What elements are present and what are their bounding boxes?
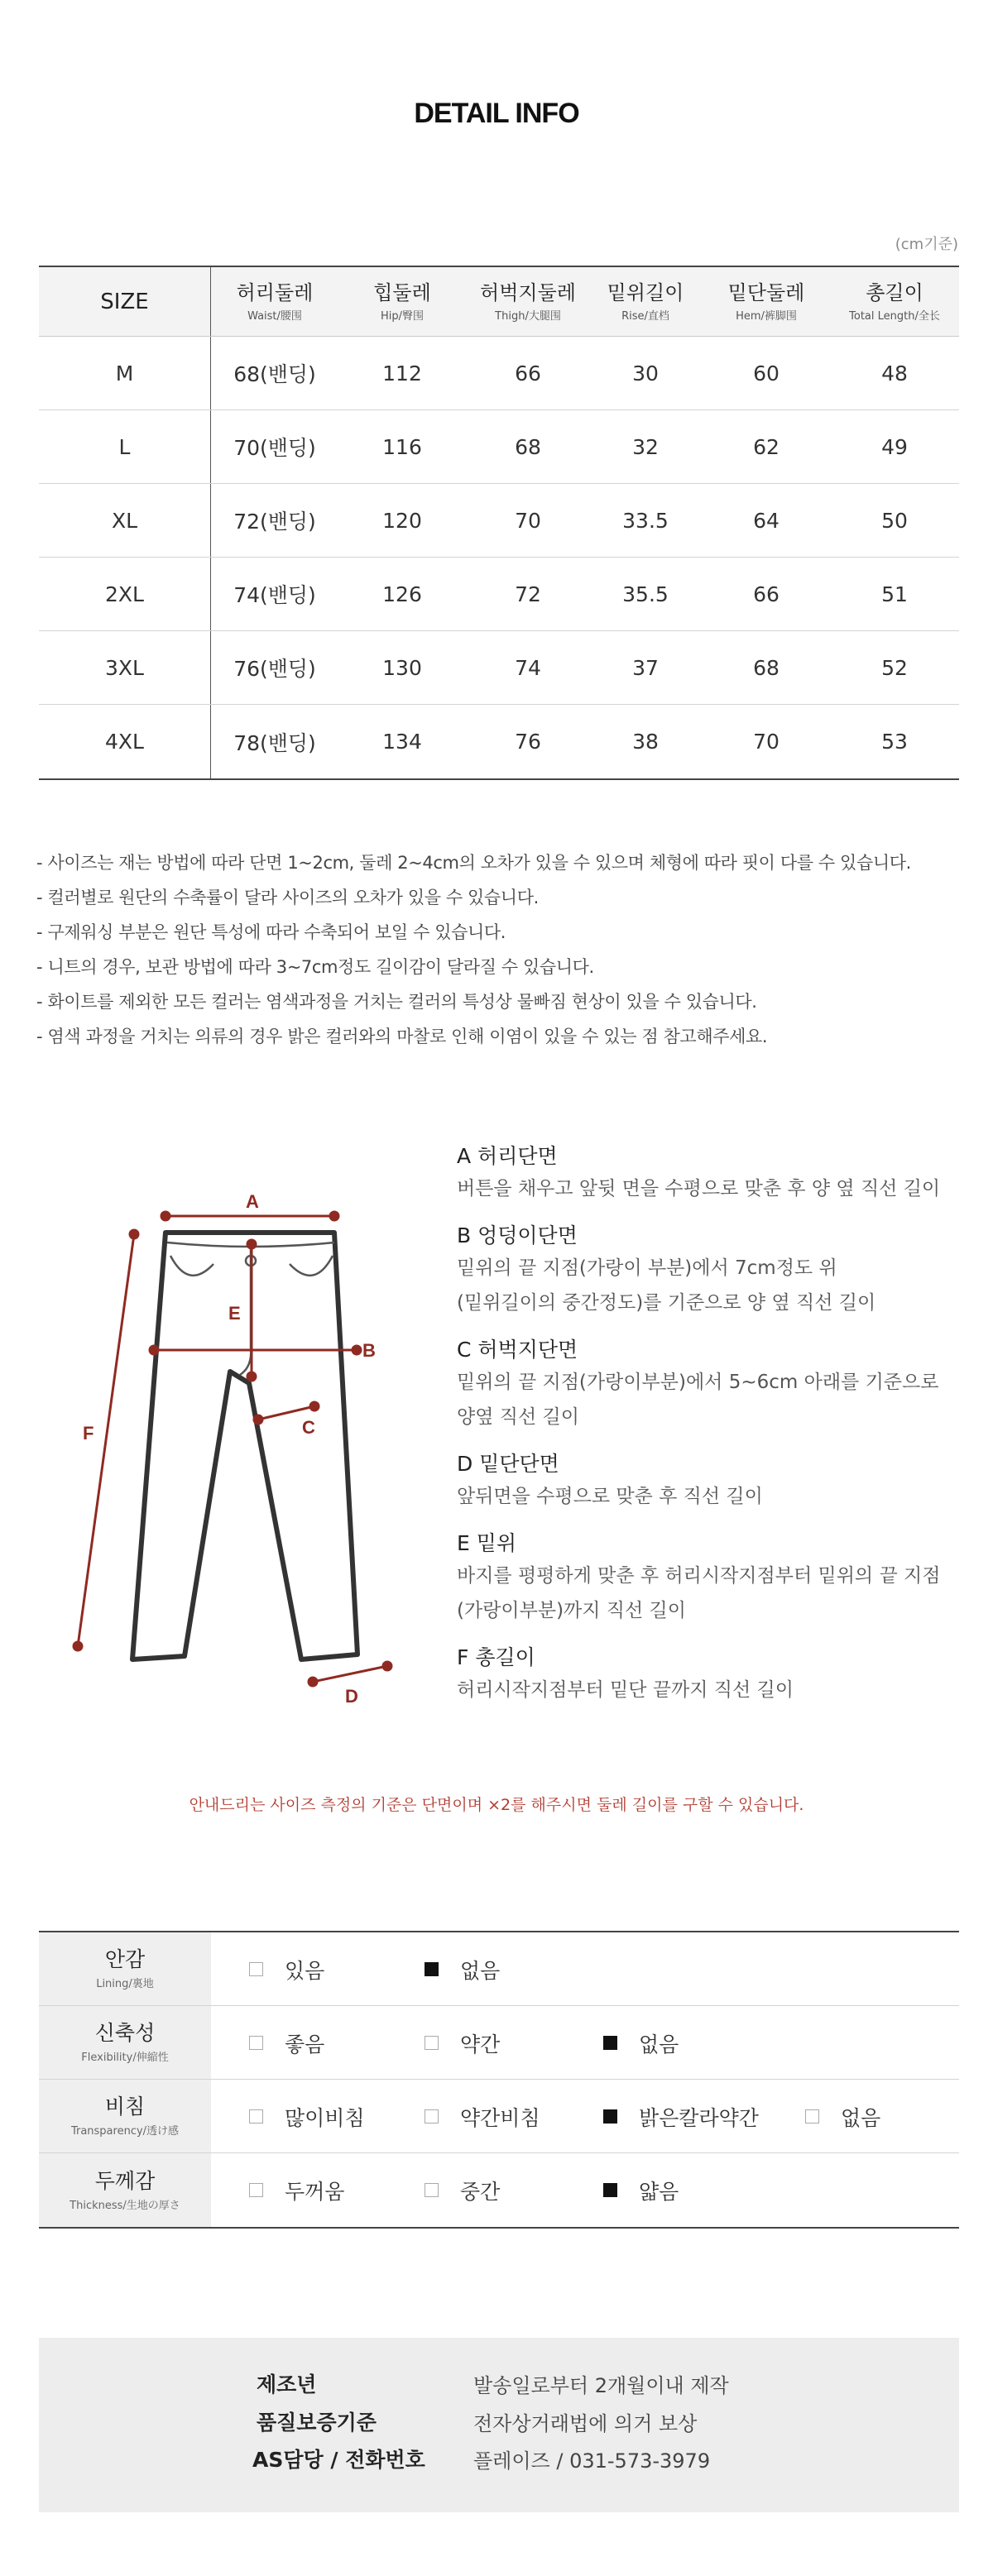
checked-box-icon [603, 2036, 617, 2050]
fabric-option [249, 2080, 365, 2153]
fabric-row [39, 2006, 959, 2080]
unchecked-box-icon [805, 2109, 819, 2124]
fabric-property [39, 1932, 211, 2005]
product-info-row [39, 2403, 959, 2440]
label-d: D [345, 1686, 358, 1707]
fabric-options [211, 2080, 959, 2152]
size-row [39, 705, 959, 778]
size-value: 134 [382, 730, 422, 754]
label-b: B [362, 1340, 376, 1361]
size-value: 76(밴딩) [233, 657, 316, 681]
label-c: C [302, 1417, 315, 1438]
fabric-property-label: 두께감 [94, 2168, 156, 2193]
label-e: E [228, 1303, 241, 1324]
fabric-option-label: 약간비침 [460, 2105, 540, 2130]
size-value: 35.5 [622, 582, 669, 606]
header-label: 밑위길이 [607, 281, 684, 304]
checked-box-icon [603, 2183, 617, 2197]
size-value: 37 [632, 655, 659, 680]
fabric-option [603, 2080, 759, 2153]
fabric-property-sublabel: Lining/裏地 [96, 1978, 154, 1990]
size-value: 33.5 [622, 508, 669, 533]
header-label: 허리둘레 [236, 281, 314, 304]
header-sublabel: Hem/裤脚围 [736, 310, 797, 323]
size-value: 70(밴딩) [233, 436, 316, 460]
fabric-option [425, 2080, 540, 2153]
fabric-options [211, 1932, 959, 2005]
product-info-row [39, 2440, 959, 2477]
size-row [39, 337, 959, 410]
unchecked-box-icon [249, 2183, 263, 2197]
size-label: 2XL [39, 558, 211, 630]
product-info-value: 전자상거래법에 의거 보상 [473, 2411, 698, 2435]
size-row [39, 484, 959, 558]
measurement-label: D 밑단단면 [457, 1452, 559, 1476]
size-value: 66 [753, 582, 780, 606]
size-label: 3XL [39, 631, 211, 704]
header-label: 총길이 [866, 281, 923, 304]
header-thigh [466, 267, 590, 336]
label-f: F [83, 1423, 94, 1444]
size-row [39, 410, 959, 484]
size-value: 78(밴딩) [233, 730, 316, 755]
size-value: 66 [515, 361, 541, 385]
measurement-label: B 엉덩이단면 [457, 1223, 578, 1247]
size-value: 130 [382, 655, 422, 680]
fabric-property-sublabel: Transparency/透け感 [70, 2125, 180, 2138]
note-item: - 컬러별로 원단의 수축률이 달라 사이즈의 오차가 있을 수 있습니다. [36, 888, 539, 907]
fabric-option-label: 약간 [460, 2032, 501, 2056]
measurement-description: 앞뒤면을 수평으로 맞춘 후 직선 길이 [457, 1486, 763, 1507]
fabric-property-sublabel: Flexibility/伸縮性 [81, 2052, 169, 2064]
size-value: 51 [881, 582, 908, 606]
fabric-option [425, 1932, 500, 2006]
measurement-description: 바지를 평평하게 맞춘 후 허리시작지점부터 밑위의 끝 지점 [457, 1565, 941, 1587]
measurement-description: 밑위의 끝 지점(가랑이 부분)에서 7cm정도 위 [457, 1257, 837, 1279]
fabric-option [249, 1932, 324, 2006]
fabric-option [425, 2153, 500, 2227]
note-item: - 니트의 경우, 보관 방법에 따라 3~7cm정도 길이감이 달라질 수 있습니다. [36, 957, 594, 977]
measurement-description: 허리시작지점부터 밑단 끝까지 직선 길이 [457, 1679, 794, 1701]
size-value: 32 [632, 434, 659, 459]
size-value: 68 [515, 434, 541, 459]
unchecked-box-icon [425, 2183, 439, 2197]
fabric-option-label: 있음 [285, 1958, 325, 1983]
measurement-description: 양옆 직선 길이 [457, 1406, 579, 1428]
size-table-header [39, 267, 959, 337]
unchecked-box-icon [249, 1962, 263, 1976]
fabric-option-label: 없음 [460, 1958, 501, 1983]
size-value: 74(밴딩) [233, 583, 316, 607]
product-info-row [39, 2365, 959, 2401]
size-table [39, 266, 959, 780]
size-value: 50 [881, 508, 908, 533]
header-label: 힙둘레 [373, 281, 431, 304]
header-label: 밑단둘레 [727, 281, 805, 304]
size-row [39, 631, 959, 705]
size-label: 4XL [39, 705, 211, 778]
header-label: 허벅지둘레 [480, 281, 576, 304]
guide-note: 안내드리는 사이즈 측정의 기준은 단면이며 ×2를 해주시면 둘레 길이를 구할 수 있습니다. [189, 1796, 804, 1814]
size-value: 64 [753, 508, 780, 533]
header-waist [211, 267, 338, 336]
unit-note: (cm기준) [895, 236, 958, 253]
measurement-description: (밑위길이의 중간정도)를 기준으로 양 옆 직선 길이 [457, 1292, 876, 1314]
size-value: 70 [753, 730, 780, 754]
size-value: 72(밴딩) [233, 510, 316, 534]
measurement-item [457, 1142, 940, 1206]
measurement-description: (가랑이부분)까지 직선 길이 [457, 1600, 686, 1621]
measurement-label: C 허벅지단면 [457, 1338, 578, 1362]
size-value: 38 [632, 730, 659, 754]
header-total-length [832, 267, 957, 336]
header-rise [590, 267, 701, 336]
fabric-option-label: 두꺼움 [285, 2179, 345, 2204]
size-value: 116 [382, 434, 422, 459]
size-value: 68 [753, 655, 780, 680]
fabric-property-label: 신축성 [94, 2021, 156, 2045]
product-info-value: 발송일로부터 2개월이내 제작 [473, 2373, 729, 2397]
note-item: - 구제워싱 부분은 원단 특성에 따라 수축되어 보일 수 있습니다. [36, 922, 506, 942]
size-value: 60 [753, 361, 780, 385]
size-value: 68(밴딩) [233, 362, 316, 386]
fabric-option [249, 2153, 344, 2227]
fabric-property [39, 2080, 211, 2152]
size-table-body [39, 337, 959, 778]
size-value: 53 [881, 730, 908, 754]
header-sublabel: Hip/臀围 [380, 310, 425, 323]
fabric-option [249, 2006, 324, 2080]
fabric-option-label: 중간 [460, 2179, 501, 2204]
fabric-option-label: 많이비침 [285, 2105, 365, 2130]
size-value: 70 [515, 508, 541, 533]
size-value: 76 [515, 730, 541, 754]
size-value: 112 [382, 361, 422, 385]
fabric-option [805, 2080, 880, 2153]
header-sublabel: Rise/直档 [621, 310, 669, 323]
size-value: 52 [881, 655, 908, 680]
measurement-item [457, 1529, 940, 1628]
checked-box-icon [425, 1962, 439, 1976]
measurement-label: F 총길이 [457, 1645, 535, 1669]
size-label: L [39, 410, 211, 483]
label-a: A [246, 1191, 259, 1212]
fabric-property-label: 비침 [104, 2095, 146, 2119]
size-value: 74 [515, 655, 541, 680]
fabric-row [39, 1932, 959, 2006]
product-info-key: 품질보증기준 [257, 2411, 377, 2435]
unchecked-box-icon [249, 2036, 263, 2050]
fabric-option-label: 밝은칼라약간 [639, 2105, 759, 2130]
header-sublabel: Waist/腰围 [247, 310, 302, 323]
measurement-label: E 밑위 [457, 1531, 517, 1555]
fabric-option [603, 2006, 679, 2080]
measurement-description: 밑위의 끝 지점(가랑이부분)에서 5~6cm 아래를 기준으로 [457, 1372, 939, 1393]
fabric-option [425, 2006, 500, 2080]
product-info-box [39, 2338, 959, 2512]
product-info-key: AS담당 / 전화번호 [252, 2448, 425, 2472]
measurement-guide [457, 1142, 940, 1722]
fabric-options [211, 2153, 959, 2227]
fabric-option-label: 좋음 [285, 2032, 325, 2056]
measurement-description: 버튼을 채우고 앞뒷 면을 수평으로 맞춘 후 양 옆 직선 길이 [457, 1178, 941, 1199]
measurement-item [457, 1335, 940, 1434]
size-label: M [39, 337, 211, 409]
measurement-item [457, 1449, 940, 1514]
page-title: DETAIL INFO [414, 98, 579, 129]
size-value: 120 [382, 508, 422, 533]
size-row [39, 558, 959, 631]
fabric-property-label: 안감 [104, 1947, 146, 1971]
header-hem [701, 267, 832, 336]
fabric-row [39, 2080, 959, 2153]
fabric-options [211, 2006, 959, 2079]
fabric-option [603, 2153, 679, 2227]
measure-letters [83, 1191, 376, 1707]
note-item: - 사이즈는 재는 방법에 따라 단면 1~2cm, 둘레 2~4cm의 오차가 있을 수 있으며 체형에 따라 핏이 다를 수 있습니다. [36, 853, 911, 873]
product-info-value: 플레이즈 / 031-573-3979 [473, 2449, 711, 2473]
note-item: - 염색 과정을 거치는 의류의 경우 밝은 컬러와의 마찰로 인해 이염이 있을 수 있는 점 참고해주세요. [36, 1027, 768, 1046]
unchecked-box-icon [425, 2036, 439, 2050]
size-value: 49 [881, 434, 908, 459]
unchecked-box-icon [249, 2109, 263, 2124]
fabric-property [39, 2006, 211, 2079]
size-label: XL [39, 484, 211, 557]
fabric-option-label: 없음 [841, 2105, 881, 2130]
fabric-row [39, 2153, 959, 2227]
fabric-info-table [39, 1931, 959, 2229]
size-value: 48 [881, 361, 908, 385]
notes-list [36, 845, 911, 1054]
pants-outline [132, 1233, 357, 1659]
size-value: 72 [515, 582, 541, 606]
measurement-item [457, 1643, 940, 1707]
measurement-item [457, 1221, 940, 1320]
checked-box-icon [603, 2109, 617, 2124]
fabric-property-sublabel: Thickness/生地の厚さ [70, 2199, 180, 2212]
fabric-property [39, 2153, 211, 2227]
measurement-label: A 허리단면 [457, 1144, 558, 1168]
unchecked-box-icon [425, 2109, 439, 2124]
header-sublabel: Total Length/全长 [849, 310, 940, 323]
header-size: SIZE [39, 267, 211, 336]
header-hip [338, 267, 466, 336]
header-sublabel: Thigh/大腿围 [495, 310, 561, 323]
size-value: 126 [382, 582, 422, 606]
fabric-option-label: 없음 [639, 2032, 679, 2056]
fabric-option-label: 얇음 [639, 2179, 679, 2204]
pants-measurement-diagram [50, 1158, 414, 1721]
note-item: - 화이트를 제외한 모든 컬러는 염색과정을 거치는 컬러의 특성상 물빠짐 현상이 있을 수 있습니다. [36, 992, 757, 1012]
size-value: 62 [753, 434, 780, 459]
size-value: 30 [632, 361, 659, 385]
product-info-key: 제조년 [257, 2373, 317, 2396]
